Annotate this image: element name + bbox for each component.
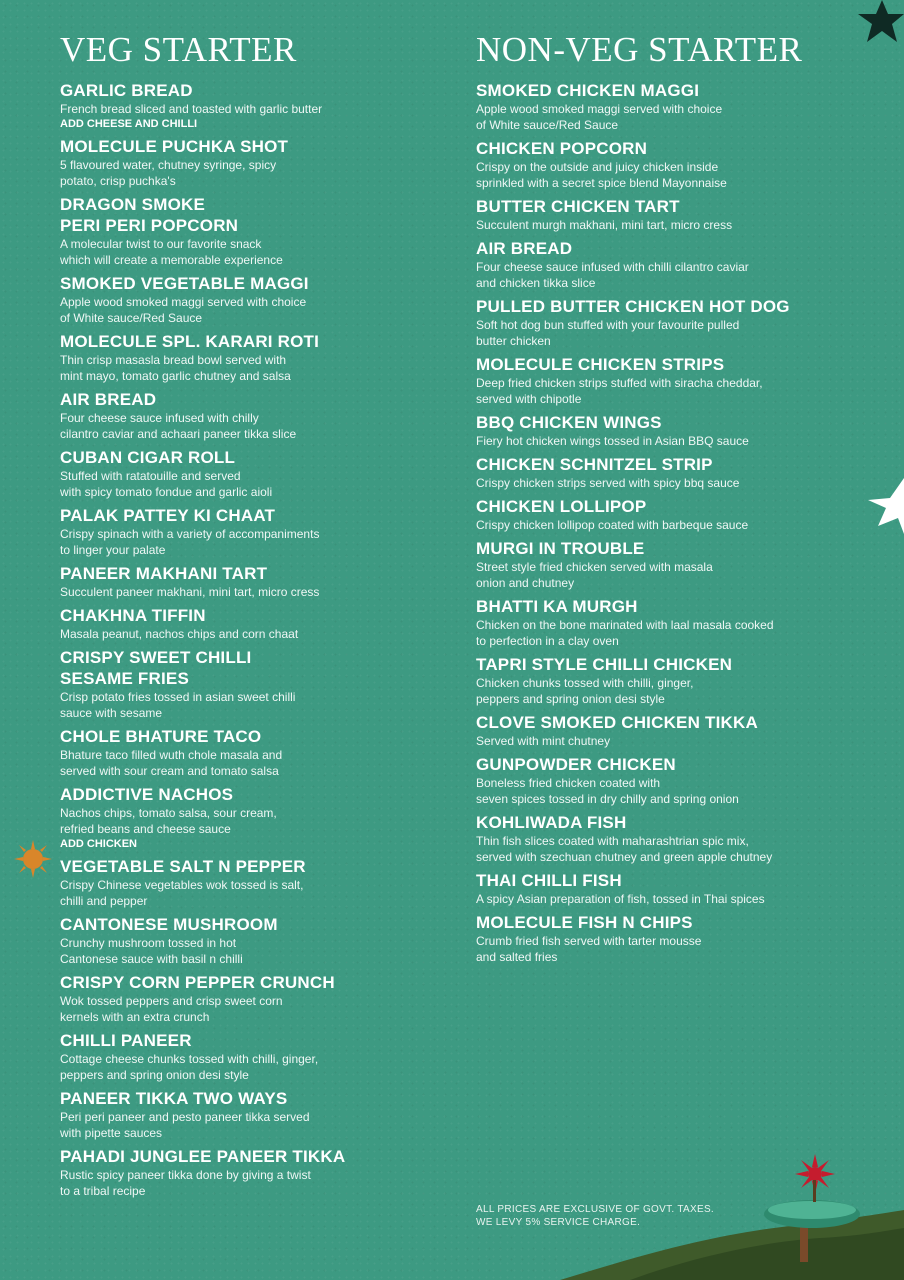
- menu-item-description: Crispy spinach with a variety of accompaniments to linger your palate: [60, 527, 320, 557]
- menu-item: [60, 726, 460, 779]
- menu-item: [476, 412, 876, 449]
- menu-item-name: PALAK PATTEY KI CHAAT: [60, 506, 276, 525]
- menu-item-description: 5 flavoured water, chutney syringe, spicy potato, crisp puchka's: [60, 158, 277, 188]
- menu-item-name: KOHLIWADA FISH: [476, 813, 627, 832]
- menu-item-description: Chicken chunks tossed with chilli, ginger, peppers and spring onion desi style: [476, 676, 694, 706]
- menu-item-name: GARLIC BREAD: [60, 81, 193, 100]
- menu-item-name: AIR BREAD: [60, 390, 157, 409]
- menu-item-description: Four cheese sauce infused with chilli cilantro caviar and chicken tikka slice: [476, 260, 749, 290]
- menu-item-name: CANTONESE MUSHROOM: [60, 915, 278, 934]
- menu-item: [60, 331, 460, 384]
- menu-item-name: CHILLI PANEER: [60, 1031, 192, 1050]
- menu-item-description: Succulent paneer makhani, mini tart, micro cress: [60, 585, 320, 599]
- menu-item-name: THAI CHILLI FISH: [476, 871, 622, 890]
- veg-starter-heading: VEG STARTER: [60, 30, 297, 69]
- menu-item-name: CUBAN CIGAR ROLL: [60, 448, 236, 467]
- nonveg-starter-column: [476, 28, 876, 970]
- menu-item-description: Chicken on the bone marinated with laal masala cooked to perfection in a clay oven: [476, 618, 774, 648]
- menu-item: [476, 654, 876, 707]
- menu-item-name: CHICKEN POPCORN: [476, 139, 648, 158]
- menu-item-description: Crispy chicken lollipop coated with barbeque sauce: [476, 518, 749, 532]
- menu-item-name: VEGETABLE SALT N PEPPER: [60, 857, 306, 876]
- menu-item-description: Crumb fried fish served with tarter mousse and salted fries: [476, 934, 702, 964]
- menu-item: [60, 389, 460, 442]
- menu-item-description: Apple wood smoked maggi served with choice of White sauce/Red Sauce: [476, 102, 723, 132]
- menu-item-name: MOLECULE PUCHKA SHOT: [60, 137, 289, 156]
- menu-item-addon: ADD CHEESE AND CHILLI: [60, 118, 198, 130]
- menu-item-name: BBQ CHICKEN WINGS: [476, 413, 662, 432]
- veg-starter-column: [60, 28, 460, 1204]
- menu-item-name: PANEER TIKKA TWO WAYS: [60, 1089, 288, 1108]
- menu-item-description: Served with mint chutney: [476, 734, 611, 748]
- menu-item-name: MOLECULE FISH N CHIPS: [476, 913, 693, 932]
- menu-item-description: Crispy on the outside and juicy chicken inside sprinkled with a secret spice blend Mayonnaise: [476, 160, 727, 190]
- menu-item-name: MURGI IN TROUBLE: [476, 539, 645, 558]
- menu-item-description: A molecular twist to our favorite snack which will create a memorable experience: [60, 237, 283, 267]
- menu-item-description: French bread sliced and toasted with garlic butter: [60, 102, 323, 116]
- menu-item: [476, 912, 876, 965]
- menu-item-name: CHICKEN LOLLIPOP: [476, 497, 647, 516]
- menu-item-description: Cottage cheese chunks tossed with chilli, ginger, peppers and spring onion desi style: [60, 1052, 319, 1082]
- menu-item-description: Four cheese sauce infused with chilly cilantro caviar and achaari paneer tikka slice: [60, 411, 297, 441]
- menu-item-name: BHATTI KA MURGH: [476, 597, 638, 616]
- menu-item: [60, 647, 460, 721]
- menu-item-description: Crisp potato fries tossed in asian sweet chilli sauce with sesame: [60, 690, 296, 720]
- menu-item-name: CLOVE SMOKED CHICKEN TIKKA: [476, 713, 758, 732]
- menu-item: [60, 80, 460, 131]
- menu-item-description: Crispy Chinese vegetables wok tossed is salt, chilli and pepper: [60, 878, 304, 908]
- menu-item-description: Succulent murgh makhani, mini tart, micro cress: [476, 218, 733, 232]
- menu-item-description: Fiery hot chicken wings tossed in Asian BBQ sauce: [476, 434, 749, 448]
- menu-item: [60, 972, 460, 1025]
- menu-item-name: CRISPY SWEET CHILLI SESAME FRIES: [60, 648, 252, 688]
- menu-item-name: MOLECULE CHICKEN STRIPS: [476, 355, 725, 374]
- menu-item: [476, 354, 876, 407]
- menu-item-description: Apple wood smoked maggi served with choice of White sauce/Red Sauce: [60, 295, 307, 325]
- menu-item-name: PANEER MAKHANI TART: [60, 564, 268, 583]
- menu-item: [60, 856, 460, 909]
- menu-item-description: Rustic spicy paneer tikka done by giving a twist to a tribal recipe: [60, 1168, 311, 1198]
- menu-item: [60, 605, 460, 642]
- menu-item-description: Street style fried chicken served with masala onion and chutney: [476, 560, 713, 590]
- menu-item-name: AIR BREAD: [476, 239, 573, 258]
- menu-item-name: CHICKEN SCHNITZEL STRIP: [476, 455, 713, 474]
- menu-item: [476, 870, 876, 907]
- menu-item-description: Masala peanut, nachos chips and corn chaat: [60, 627, 299, 641]
- menu-item: [60, 194, 460, 268]
- menu-item: [476, 812, 876, 865]
- menu-item: [476, 496, 876, 533]
- veg-starter-list: [60, 80, 460, 1199]
- menu-item: [476, 238, 876, 291]
- menu-item-description: Soft hot dog bun stuffed with your favourite pulled butter chicken: [476, 318, 740, 348]
- menu-item-description: A spicy Asian preparation of fish, tossed in Thai spices: [476, 892, 765, 906]
- menu-item-addon: ADD CHICKEN: [60, 838, 137, 850]
- menu-item: [476, 296, 876, 349]
- menu-item: [60, 1146, 460, 1199]
- menu-item-name: PAHADI JUNGLEE PANEER TIKKA: [60, 1147, 346, 1166]
- menu-item-description: Wok tossed peppers and crisp sweet corn kernels with an extra crunch: [60, 994, 283, 1024]
- menu-item-name: GUNPOWDER CHICKEN: [476, 755, 676, 774]
- menu-item: [60, 1088, 460, 1141]
- menu-item: [60, 784, 460, 851]
- menu-item-name: CHOLE BHATURE TACO: [60, 727, 262, 746]
- menu-item-description: Nachos chips, tomato salsa, sour cream, refried beans and cheese sauce: [60, 806, 277, 836]
- menu-item-description: Peri peri paneer and pesto paneer tikka served with pipette sauces: [60, 1110, 310, 1140]
- menu-item: [60, 563, 460, 600]
- menu-item-description: Thin fish slices coated with maharashtrian spic mix, served with szechuan chutney and green apple chutney: [476, 834, 773, 864]
- menu-item-name: DRAGON SMOKE PERI PERI POPCORN: [60, 195, 239, 235]
- menu-item: [476, 754, 876, 807]
- menu-item-name: SMOKED CHICKEN MAGGI: [476, 81, 700, 100]
- menu-item-description: Deep fried chicken strips stuffed with siracha cheddar, served with chipotle: [476, 376, 763, 406]
- menu-item: [60, 273, 460, 326]
- menu-item: [60, 447, 460, 500]
- menu-item-name: ADDICTIVE NACHOS: [60, 785, 234, 804]
- menu-item: [476, 454, 876, 491]
- menu-item-description: Crunchy mushroom tossed in hot Cantonese sauce with basil n chilli: [60, 936, 243, 966]
- menu-item: [476, 712, 876, 749]
- menu-item: [476, 196, 876, 233]
- nonveg-starter-list: [476, 80, 876, 965]
- menu-item-name: BUTTER CHICKEN TART: [476, 197, 680, 216]
- menu-item: [476, 538, 876, 591]
- menu-item: [60, 1030, 460, 1083]
- menu-item-name: TAPRI STYLE CHILLI CHICKEN: [476, 655, 733, 674]
- menu-item-description: Stuffed with ratatouille and served with spicy tomato fondue and garlic aioli: [60, 469, 273, 499]
- menu-item-description: Bhature taco filled wuth chole masala and served with sour cream and tomato salsa: [60, 748, 283, 778]
- menu-item-description: Thin crisp masasla bread bowl served with mint mayo, tomato garlic chutney and salsa: [60, 353, 291, 383]
- nonveg-starter-heading: NON-VEG STARTER: [476, 30, 803, 69]
- menu-item: [60, 136, 460, 189]
- menu-item-name: MOLECULE SPL. KARARI ROTI: [60, 332, 320, 351]
- menu-item-name: CHAKHNA TIFFIN: [60, 606, 206, 625]
- menu-item-description: Boneless fried chicken coated with seven spices tossed in dry chilly and spring onion: [476, 776, 739, 806]
- menu-item: [60, 505, 460, 558]
- price-disclaimer: ALL PRICES ARE EXCLUSIVE OF GOVT. TAXES. WE LEVY 5% SERVICE CHARGE.: [476, 1204, 715, 1228]
- menu-item-name: PULLED BUTTER CHICKEN HOT DOG: [476, 297, 790, 316]
- menu-item: [60, 914, 460, 967]
- menu-item-name: SMOKED VEGETABLE MAGGI: [60, 274, 309, 293]
- menu-item-name: CRISPY CORN PEPPER CRUNCH: [60, 973, 335, 992]
- menu-item-description: Crispy chicken strips served with spicy bbq sauce: [476, 476, 740, 490]
- menu-item: [476, 596, 876, 649]
- menu-item: [476, 138, 876, 191]
- sun-icon: [14, 840, 52, 878]
- menu-item: [476, 80, 876, 133]
